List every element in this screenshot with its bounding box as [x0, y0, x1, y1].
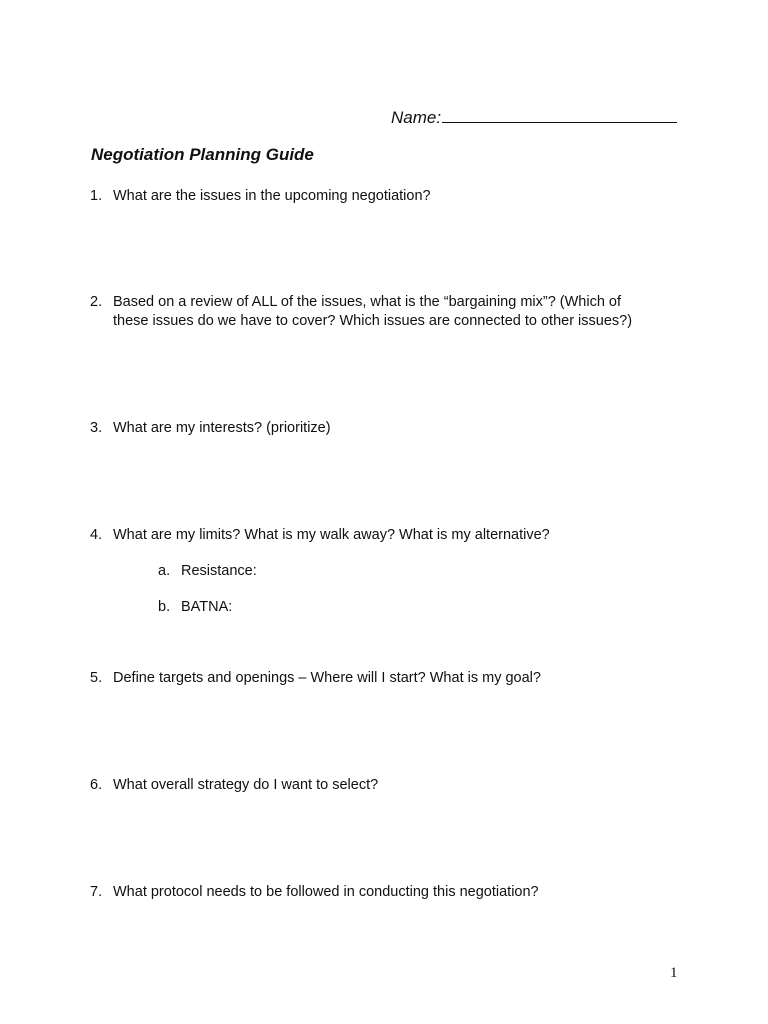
question-text: Define targets and openings – Where will I start? What is my goal? [113, 670, 541, 686]
question-1 [90, 187, 673, 206]
question-5 [90, 669, 673, 688]
question-6 [90, 776, 673, 795]
subitem-letter: b. [158, 599, 171, 615]
question-text: What overall strategy do I want to select? [113, 777, 379, 793]
question-text: What are my limits? What is my walk away? What is my alternative? [113, 527, 550, 543]
question-text: What protocol needs to be followed in conducting this negotiation? [113, 884, 539, 900]
question-text-line-1: Based on a review of ALL of the issues, what is the “bargaining mix”? (Which of [113, 294, 622, 310]
question-3 [90, 419, 673, 438]
subitem-text: BATNA: [181, 599, 233, 615]
page-number: 1 [670, 965, 678, 981]
question-number: 2. [90, 294, 103, 310]
question-number: 7. [90, 884, 103, 900]
question-7 [90, 883, 673, 902]
subitem-letter: a. [158, 563, 171, 579]
name-blank-line [442, 108, 677, 123]
question-text-line-2: these issues do we have to cover? Which issues are connected to other issues?) [113, 313, 633, 329]
subitem-batna [158, 598, 232, 617]
subitem-resistance [158, 562, 257, 581]
question-number: 6. [90, 777, 103, 793]
question-number: 4. [90, 527, 103, 543]
name-label: Name: [391, 108, 442, 127]
question-4 [90, 526, 673, 545]
question-number: 5. [90, 670, 103, 686]
question-text: What are my interests? (prioritize) [113, 420, 331, 436]
question-number: 1. [90, 188, 103, 204]
page-title: Negotiation Planning Guide [91, 145, 314, 164]
question-number: 3. [90, 420, 103, 436]
question-2 [90, 293, 673, 331]
subitem-text: Resistance: [181, 563, 257, 579]
name-field [391, 108, 677, 128]
question-text: What are the issues in the upcoming negotiation? [113, 188, 431, 204]
